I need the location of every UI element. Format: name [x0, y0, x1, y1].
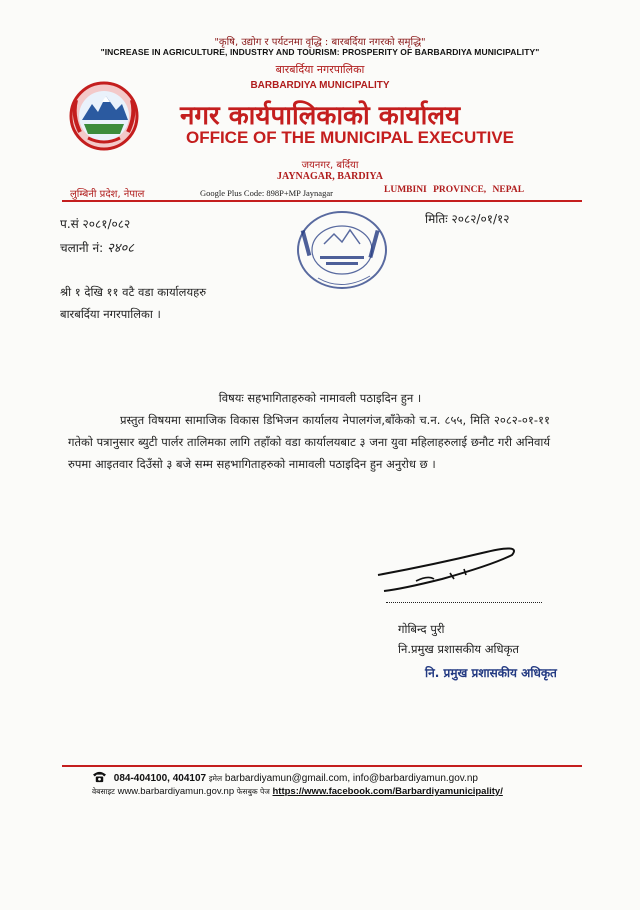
dispatch-number [60, 238, 134, 256]
province-nepali: लुम्बिनी प्रदेश, नेपाल [70, 189, 145, 200]
signatory-stamp: नि. प्रमुख प्रशासकीय अधिकृत [425, 666, 557, 680]
municipality-name-english: BARBARDIYA MUNICIPALITY [250, 80, 390, 91]
facebook-label: फेसबुक पेज [236, 787, 270, 796]
letter-subject: विषयः सहभागिताहरुको नामावली पठाइदिन हुन । [218, 391, 422, 405]
footer-contact-line [92, 770, 478, 784]
google-plus-code: Google Plus Code: 898P+MP Jaynagar [200, 188, 333, 198]
reference-number: प.सं २०८१/०८२ [60, 217, 131, 231]
signature-line [386, 602, 542, 603]
handwritten-signature [372, 535, 532, 595]
slogan-english: "INCREASE IN AGRICULTURE, INDUSTRY AND TOURISM: PROSPERITY OF BARBARDIYA MUNICIPALITY" [100, 47, 540, 57]
letter-body-paragraph: प्रस्तुत विषयमा सामाजिक विकास डिभिजन कार्यालय नेपालगंज,बाँकेको च.न. ८५५, मिति २०८२-०१-११ गतेको पत्रानुसार ब्युटी पार्लर तालिमका लागि तहाँको वडा कार्यालयबाट ३ जना युवा महिलाहरुलाई छनौट गरी अनिवार्य रुपमा आइतवार दिउँसो ३ बजे सम्म सहभागिताहरुको नामावली पठाइदिन हुन अनुरोध छ । [68, 413, 550, 471]
recipient-line-2: बारबर्दिया नगरपालिका । [60, 307, 161, 321]
municipality-name-nepali: बारबर्दिया नगरपालिका [275, 63, 365, 76]
province-english: LUMBINI PROVINCE, NEPAL [384, 185, 525, 195]
letter-date: मितिः २०८२/०१/१२ [425, 212, 510, 226]
slogan-nepali: "कृषि, उद्योग र पर्यटनमा वृद्धि : बारबर्दिया नगरको समृद्धि" [214, 37, 426, 48]
recipient-line-1: श्री १ देखि ११ वटै वडा कार्यालयहरु [60, 285, 207, 299]
address-english: JAYNAGAR, BARDIYA [277, 171, 383, 182]
dispatch-label: चलानी नं: [60, 241, 104, 255]
phone-numbers: 084-404100, 404107 [113, 773, 207, 784]
letter-body [68, 409, 550, 475]
phone-icon [92, 770, 107, 783]
website-label: वेबसाइट [92, 787, 115, 796]
address-nepali: जयनगर, बर्दिया [301, 160, 359, 171]
office-seal-stamp [290, 200, 400, 295]
dispatch-value: २४०८ [106, 241, 135, 256]
footer-web-line [92, 786, 503, 797]
signatory-name: गोबिन्द पुरी [398, 622, 445, 636]
signatory-title: नि.प्रमुख प्रशासकीय अधिकृत [398, 642, 519, 656]
footer-divider [62, 765, 582, 767]
office-title-nepali: नगर कार्यपालिकाको कार्यालय [179, 101, 461, 131]
email-addresses[interactable]: barbardiyamun@gmail.com, info@barbardiyamun.gov.np [224, 773, 478, 784]
email-label: इमेल [208, 774, 223, 783]
website-link[interactable]: www.barbardiyamun.gov.np [117, 786, 235, 797]
facebook-link[interactable]: https://www.facebook.com/Barbardiyamunicipality/ [272, 786, 503, 797]
office-title-english: OFFICE OF THE MUNICIPAL EXECUTIVE [185, 128, 515, 147]
